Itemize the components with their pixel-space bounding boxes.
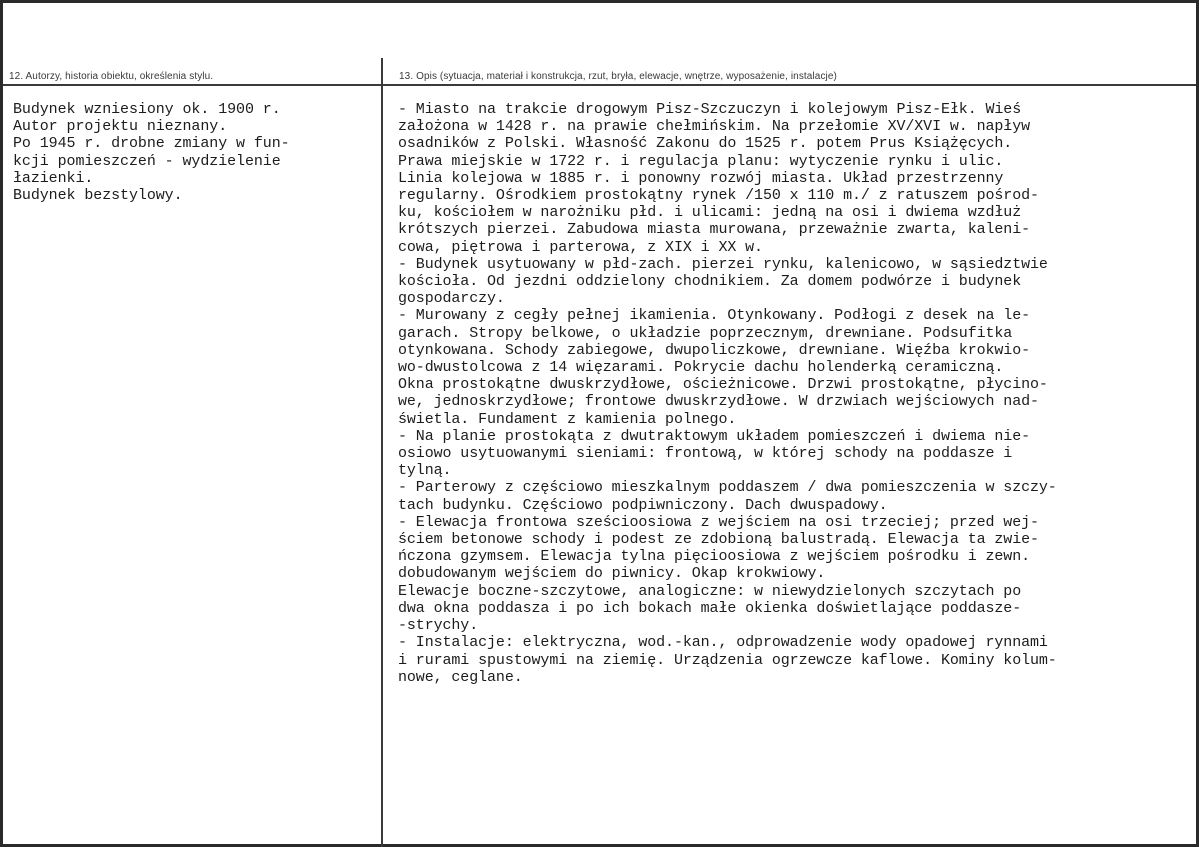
text-line: założona w 1428 r. na prawie chełmińskim. Na przełomie XV/XVI w. napływ bbox=[398, 118, 1031, 136]
column-divider bbox=[381, 58, 383, 847]
text-line: - Na planie prostokąta z dwutraktowym układem pomieszczeń i dwiema nie- bbox=[398, 427, 1031, 445]
text-line: nowe, ceglane. bbox=[398, 668, 523, 686]
text-line: i rurami spustowymi na ziemię. Urządzenia ogrzewcze kaflowe. Kominy kolum- bbox=[398, 651, 1057, 669]
left-column-header: 12. Autorzy, historia obiektu, określenia stylu. bbox=[9, 71, 214, 82]
text-line: gospodarczy. bbox=[398, 290, 505, 308]
text-line: osiowo usytuowanymi sieniami: frontową, w której schody na poddasze i bbox=[398, 445, 1013, 463]
text-line: Prawa miejskie w 1722 r. i regulacja planu: wytyczenie rynku i ulic. bbox=[398, 152, 1004, 170]
text-line: garach. Stropy belkowe, o układzie poprzecznym, drewniane. Podsufitka bbox=[398, 324, 1013, 342]
text-line: dwa okna poddasza i po ich bokach małe okienka doświetlające poddasze- bbox=[398, 599, 1022, 617]
history-text bbox=[13, 101, 290, 204]
text-line: Linia kolejowa w 1885 r. i ponowny rozwój miasta. Układ przestrzenny bbox=[398, 169, 1004, 187]
text-line: wo-dwustolcowa z 14 więzarami. Pokrycie dachu holenderką ceramiczną. bbox=[398, 359, 1004, 377]
right-column-header: 13. Opis (sytuacja, materiał i konstrukcja, rzut, bryła, elewacje, wnętrze, wyposażenie, instalacje) bbox=[399, 71, 837, 82]
text-line: regularny. Ośrodkiem prostokątny rynek /150 x 110 m./ z ratuszem pośrod- bbox=[398, 187, 1039, 205]
text-line: osadników z Polski. Własność Zakonu do 1525 r. potem Prus Książęcych. bbox=[398, 135, 1013, 153]
header-divider bbox=[3, 84, 1196, 86]
text-line: kcji pomieszczeń - wydzielenie bbox=[13, 152, 281, 170]
text-line: - Miasto na trakcie drogowym Pisz-Szczuczyn i kolejowym Pisz-Ełk. Wieś bbox=[398, 101, 1022, 118]
text-line: Elewacje boczne-szczytowe, analogiczne: w niewydzielonych szczytach po bbox=[398, 582, 1022, 600]
text-line: Budynek bezstylowy. bbox=[13, 187, 183, 205]
text-line: kościoła. Od jezdni oddzielony chodnikiem. Za domem podwórze i budynek bbox=[398, 273, 1022, 291]
text-line: dobudowanym wejściem do piwnicy. Okap krokwiowy. bbox=[398, 565, 826, 583]
text-line: otynkowana. Schody zabiegowe, dwupoliczkowe, drewniane. Więźba krokwio- bbox=[398, 341, 1031, 359]
description-text bbox=[398, 101, 1057, 686]
text-line: we, jednoskrzydłowe; frontowe dwuskrzydłowe. W drzwiach wejściowych nad- bbox=[398, 393, 1039, 411]
text-line: Budynek wzniesiony ok. 1900 r. bbox=[13, 101, 281, 118]
text-line: świetla. Fundament z kamienia polnego. bbox=[398, 410, 737, 428]
text-line: Po 1945 r. drobne zmiany w fun- bbox=[13, 135, 290, 153]
text-line: - Instalacje: elektryczna, wod.-kan., odprowadzenie wody opadowej rynnami bbox=[398, 634, 1048, 652]
text-line: Okna prostokątne dwuskrzydłowe, ościeżnicowe. Drzwi prostokątne, płycino- bbox=[398, 376, 1048, 394]
text-line: cowa, piętrowa i parterowa, z XIX i XX w. bbox=[398, 238, 763, 256]
text-line: tylną. bbox=[398, 462, 452, 480]
text-line: ściem betonowe schody i podest ze zdobioną balustradą. Elewacja ta zwie- bbox=[398, 531, 1039, 549]
text-line: łazienki. bbox=[13, 169, 94, 187]
text-line: - Parterowy z częściowo mieszkalnym poddaszem / dwa pomieszczenia w szczy- bbox=[398, 479, 1057, 497]
text-line: - Murowany z cegły pełnej ikamienia. Otynkowany. Podłogi z desek na le- bbox=[398, 307, 1031, 325]
text-line: - Budynek usytuowany w płd-zach. pierzei rynku, kalenicowo, w sąsiedztwie bbox=[398, 255, 1048, 273]
text-line: - Elewacja frontowa sześcioosiowa z wejściem na osi trzeciej; przed wej- bbox=[398, 513, 1039, 531]
text-line: ńczona gzymsem. Elewacja tylna pięcioosiowa z wejściem pośrodku i zewn. bbox=[398, 548, 1031, 566]
text-line: tach budynku. Częściowo podpiwniczony. Dach dwuspadowy. bbox=[398, 496, 888, 514]
text-line: krótszych pierzei. Zabudowa miasta murowana, przeważnie zwarta, kaleni- bbox=[398, 221, 1031, 239]
text-line: ku, kościołem w narożniku płd. i ulicami: jedną na osi i dwiema wzdłuż bbox=[398, 204, 1022, 222]
text-line: Autor projektu nieznany. bbox=[13, 118, 228, 136]
text-line: -strychy. bbox=[398, 617, 479, 635]
